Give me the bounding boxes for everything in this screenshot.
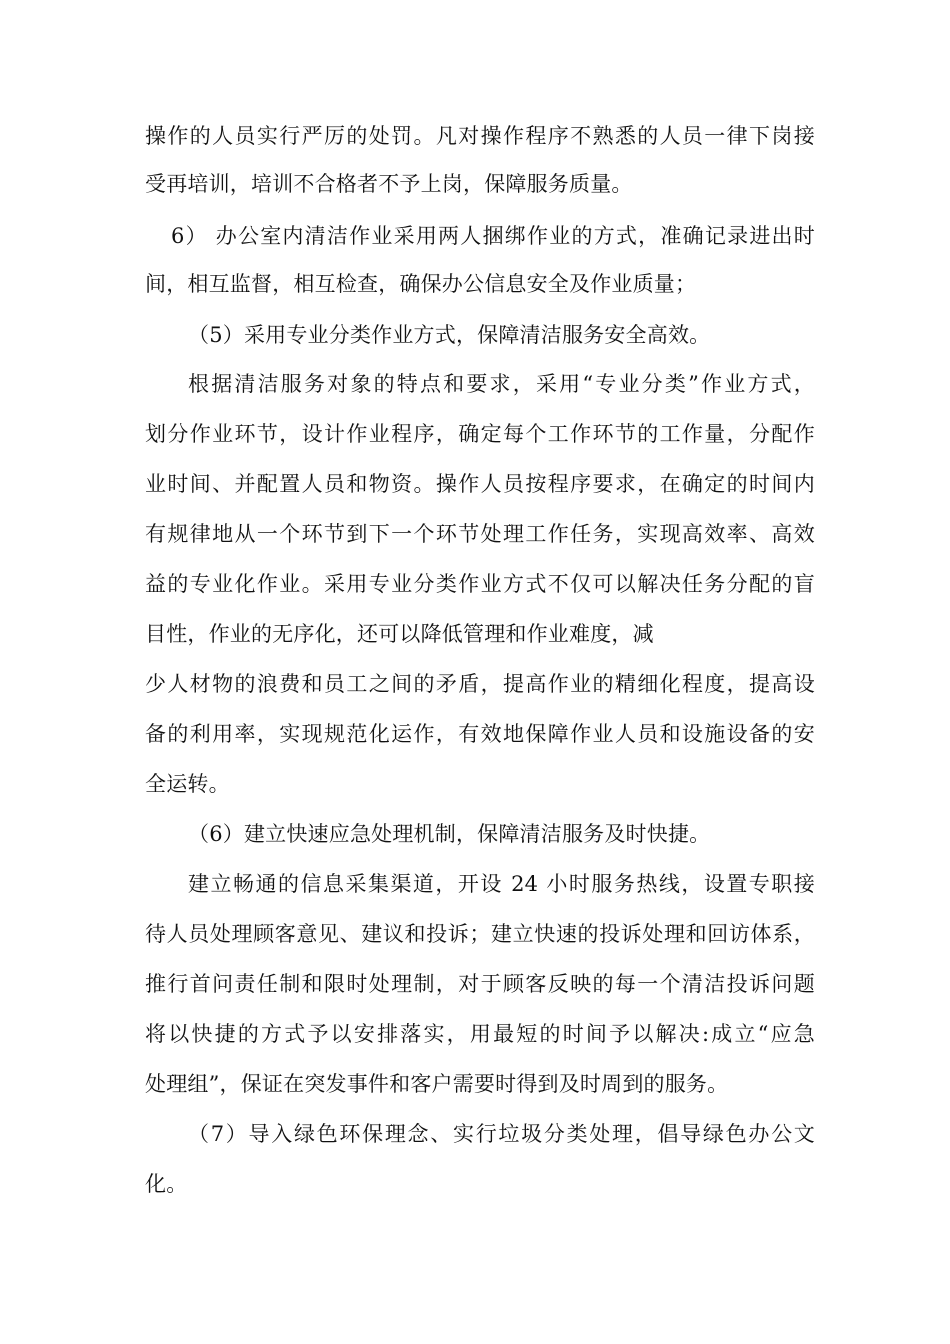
item-6-line-1: 6） 办公室内清洁作业采用两人捆绑作业的方式，准确记录进出时 xyxy=(171,224,815,248)
item-6-line-2: 间，相互监督，相互检查，确保办公信息安全及作业质量； xyxy=(145,272,697,296)
section-6-line-2: 待人员处理顾客意见、建议和投诉；建立快速的投诉处理和回访体系， xyxy=(145,922,815,946)
section-7-heading-line-1: （7）导入绿色环保理念、实行垃圾分类处理，倡导绿色办公文 xyxy=(188,1122,815,1146)
section-5-line-3: 业时间、并配置人员和物资。操作人员按程序要求，在确定的时间内 xyxy=(145,472,815,496)
section-5-line-8: 备的利用率，实现规范化运作，有效地保障作业人员和设施设备的安 xyxy=(145,722,815,746)
section-7-heading-line-2: 化。 xyxy=(145,1172,188,1196)
section-6-line-5: 处理组”，保证在突发事件和客户需要时得到及时周到的服务。 xyxy=(145,1072,729,1096)
section-6-line-4: 将以快捷的方式予以安排落实，用最短的时间予以解决:成立“应急 xyxy=(145,1022,815,1046)
section-5-heading: （5）采用专业分类作业方式，保障清洁服务安全高效。 xyxy=(188,323,711,347)
section-5-line-7: 少人材物的浪费和员工之间的矛盾，提高作业的精细化程度，提高设 xyxy=(145,672,815,696)
section-5-line-4: 有规律地从一个环节到下一个环节处理工作任务，实现高效率、高效 xyxy=(145,522,815,546)
section-5-line-9: 全运转。 xyxy=(145,772,230,796)
section-5-line-6: 目性，作业的无序化，还可以降低管理和作业难度，减 xyxy=(145,622,654,646)
section-6-line-1: 建立畅通的信息采集渠道，开设 24 小时服务热线，设置专职接 xyxy=(188,872,815,896)
section-6-heading: （6）建立快速应急处理机制，保障清洁服务及时快捷。 xyxy=(188,822,711,846)
section-5-line-1: 根据清洁服务对象的特点和要求，采用“专业分类”作业方式， xyxy=(188,372,815,396)
section-5-line-2: 划分作业环节，设计作业程序，确定每个工作环节的工作量，分配作 xyxy=(145,422,815,446)
section-5-line-5: 益的专业化作业。采用专业分类作业方式不仅可以解决任务分配的盲 xyxy=(145,572,815,596)
section-6-line-3: 推行首问责任制和限时处理制，对于顾客反映的每一个清洁投诉问题 xyxy=(145,972,815,996)
paragraph-line-1: 操作的人员实行严厉的处罚。凡对操作程序不熟悉的人员一律下岗接 xyxy=(145,124,815,148)
paragraph-line-2: 受再培训，培训不合格者不予上岗，保障服务质量。 xyxy=(145,172,633,196)
